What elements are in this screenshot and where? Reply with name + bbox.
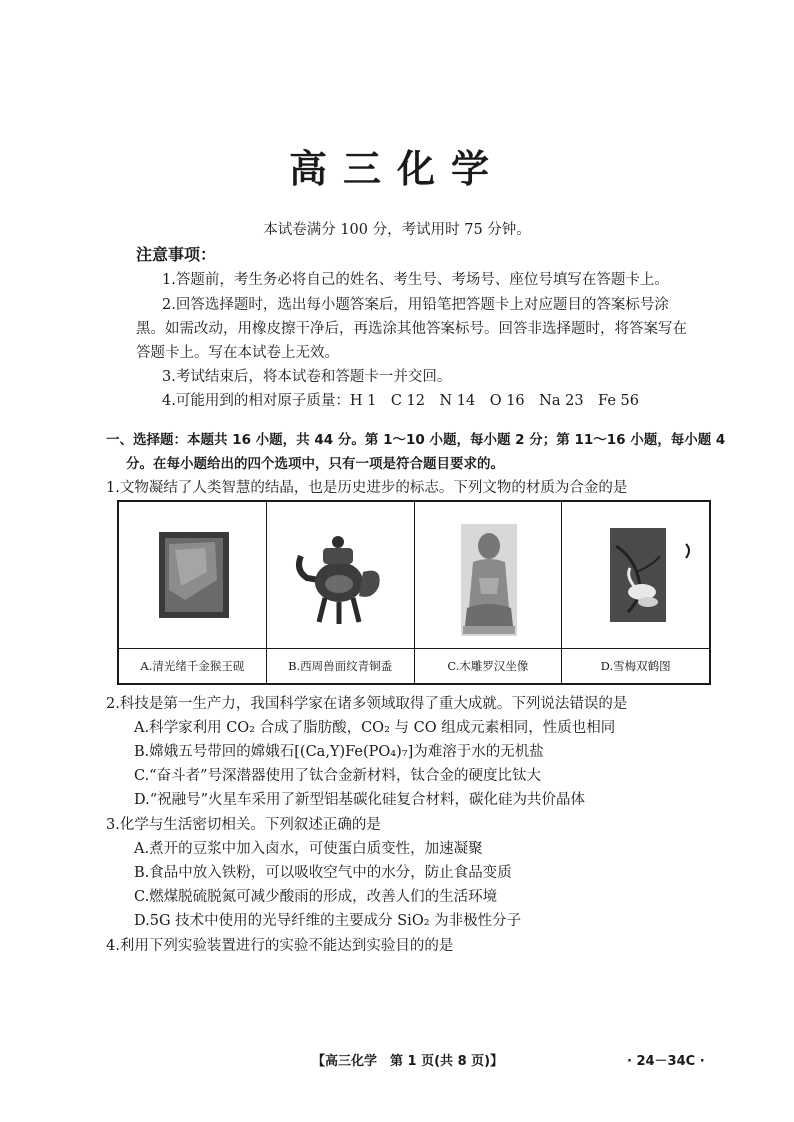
question-2-option: B.嫦娥五号带回的嫦娥石[(Ca,Y)Fe(PO₄)₇]为难溶于水的无机盐 xyxy=(134,744,544,760)
section-heading: 一、选择题：本题共 16 小题，共 44 分。第 1～10 小题，每小题 2 分；第 11～16 小题，每小题 4 xyxy=(106,432,726,448)
exam-code: · 24－34C · xyxy=(627,1054,705,1069)
artifact-cell-b xyxy=(267,502,415,683)
inkstone-image xyxy=(119,502,266,649)
question-2-option: D.“祝融号”火星车采用了新型铝基碳化硅复合材料，碳化硅为共价晶体 xyxy=(134,792,586,808)
question-3-stem: 3.化学与生活密切相关。下列叙述正确的是 xyxy=(106,817,381,833)
arhat-statue-image xyxy=(415,502,562,649)
notice-line: 1.答题前，考生务必将自己的姓名、考生号、考场号、座位号填写在答题卡上。 xyxy=(162,272,669,288)
bronze-vessel-image xyxy=(267,502,414,649)
exam-info: 本试卷满分 100 分，考试用时 75 分钟。 xyxy=(263,222,531,238)
notice-line: 2.回答选择题时，选出每小题答案后，用铅笔把答题卡上对应题目的答案标号涂 xyxy=(162,297,669,313)
notice-line: 4.可能用到的相对原子质量：H 1 C 12 N 14 O 16 Na 23 Fe 56 xyxy=(162,393,639,409)
section-instruction: 分。在每小题给出的四个选项中，只有一项是符合题目要求的。 xyxy=(126,456,504,472)
plum-cranes-painting-image xyxy=(562,502,709,649)
option-c-caption: C.木雕罗汉坐像 xyxy=(447,659,529,673)
artifact-table xyxy=(117,500,711,685)
page-title: 高三化学 xyxy=(288,147,505,191)
question-3-option: C.燃煤脱硫脱氮可减少酸雨的形成，改善人们的生活环境 xyxy=(134,889,498,905)
page-footer: 【高三化学 第 1 页(共 8 页)】 xyxy=(312,1054,504,1069)
artifact-cell-d xyxy=(562,502,709,683)
notice-line: 黑。如需改动，用橡皮擦干净后，再选涂其他答案标号。回答非选择题时，将答案写在 xyxy=(136,321,687,337)
notice-line: 3.考试结束后，将本试卷和答题卡一并交回。 xyxy=(162,369,452,385)
question-1-stem: 1.文物凝结了人类智慧的结晶，也是历史进步的标志。下列文物的材质为合金的是 xyxy=(106,480,628,496)
option-b-caption: B.西周兽面纹青铜盉 xyxy=(288,659,393,673)
artifact-cell-c xyxy=(415,502,563,683)
option-d-caption: D.雪梅双鹤图 xyxy=(600,659,671,673)
notice-heading: 注意事项： xyxy=(136,245,217,264)
arhat-statue-picture xyxy=(459,522,519,638)
question-2-option: C.“奋斗者”号深潜器使用了钛合金新材料，钛合金的硬度比钛大 xyxy=(134,768,542,784)
notice-line: 答题卡上。写在本试卷上无效。 xyxy=(136,345,339,361)
question-3-option: B.食品中放入铁粉，可以吸收空气中的水分，防止食品变质 xyxy=(134,865,512,881)
artifact-cell-a xyxy=(119,502,267,683)
inkstone-picture xyxy=(155,530,233,622)
plum-cranes-painting-picture xyxy=(608,526,704,626)
option-a-caption: A.清光绪千金猴王砚 xyxy=(140,659,245,673)
question-4-stem: 4.利用下列实验装置进行的实验不能达到实验目的的是 xyxy=(106,938,454,954)
question-3-option: A.煮开的豆浆中加入卤水，可使蛋白质变性，加速凝聚 xyxy=(134,841,483,857)
question-2-option: A.科学家利用 CO₂ 合成了脂肪酸，CO₂ 与 CO 组成元素相同，性质也相同 xyxy=(134,720,616,736)
bronze-vessel-picture xyxy=(293,526,389,626)
question-2-stem: 2.科技是第一生产力，我国科学家在诸多领域取得了重大成就。下列说法错误的是 xyxy=(106,696,628,712)
question-3-option: D.5G 技术中使用的光导纤维的主要成分 SiO₂ 为非极性分子 xyxy=(134,913,522,929)
